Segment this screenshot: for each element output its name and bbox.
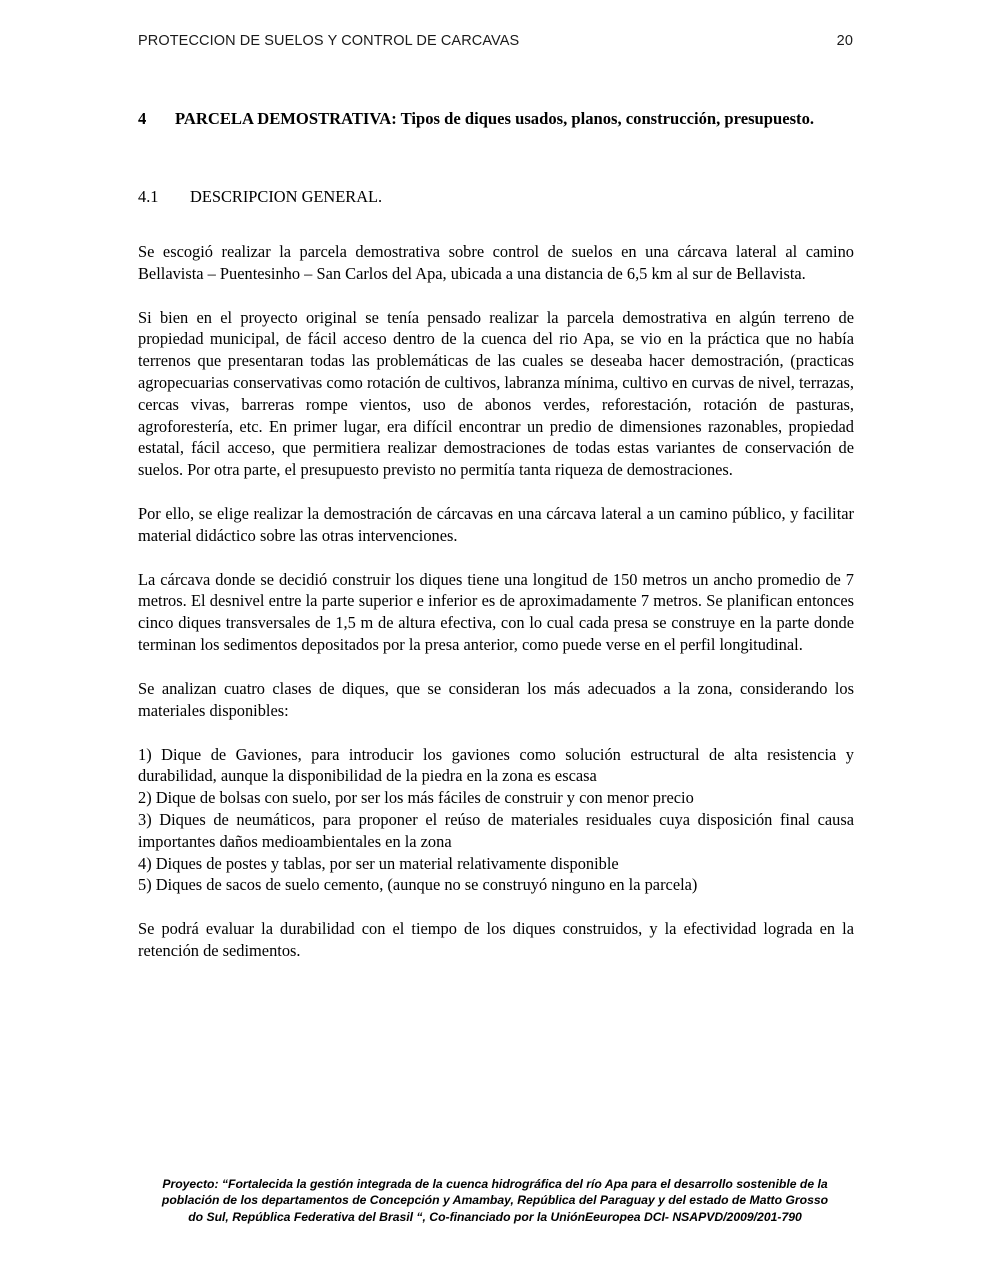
paragraph-6: Se podrá evaluar la durabilidad con el tiempo de los diques construidos, y la efectividad lograda en la retención de sedimentos.	[138, 919, 854, 960]
header-document-title: PROTECCION DE SUELOS Y CONTROL DE CARCAVAS	[138, 33, 520, 49]
footer-line-2: población de los departamentos de Concepción y Amambay, República del Paraguay y del estado de Matto Grosso	[161, 1193, 829, 1208]
section-heading-number: 4	[138, 109, 147, 128]
paragraph-2: Si bien en el proyecto original se tenía pensado realizar la parcela demostrativa en algún terreno de propiedad municipal, de fácil acceso dentro de la cuenca del rio Apa, se vio en la práctica que no había terrenos que presentaran todas las problemáticas de las cuales se deseaba hacer demostración, (practicas agropecuarias conservativas como rotación de cultivos, labranza mínima, cultivo en curvas de nivel, terrazas, cercas vivas, barreras rompe vientos, uso de abonos verdes, reforestación, rotación de pasturas, agroforestería, etc. En primer lugar, era difícil encontrar un predio de dimensiones razonables, propiedad estatal, fácil acceso, que permitiera realizar demostraciones de todas estas variantes de conservación de suelos. Por otra parte, el presupuesto previsto no permitía tanta riqueza de demostraciones.	[138, 307, 854, 480]
subsection-heading-number: 4.1	[138, 187, 159, 207]
document-body	[138, 108, 854, 962]
page-footer	[115, 1176, 875, 1225]
paragraph-1: Se escogió realizar la parcela demostrativa sobre control de suelos en una cárcava lateral al camino Bellavista – Puentesinho – San Carlos del Apa, ubicada a una distancia de 6,5 km al sur de Bellavista.	[138, 241, 854, 283]
list-item: 4) Diques de postes y tablas, por ser un material relativamente disponible	[138, 853, 619, 873]
subsection-heading-4-1	[138, 186, 854, 208]
footer-line-1: Proyecto: “Fortalecida la gestión integrada de la cuenca hidrográfica del río Apa para el desarrollo sostenible de la	[162, 1177, 828, 1191]
subsection-heading-text: DESCRIPCION GENERAL.	[190, 187, 383, 207]
section-heading-4	[138, 108, 854, 130]
footer-line-3: do Sul, República Federativa del Brasil “, Co-financiado por la UniónEeuropea DCI- NSAPVD/2009/201-790	[188, 1209, 802, 1224]
list-item: 1) Dique de Gaviones, para introducir los gaviones como solución estructural de alta resistencia y durabilidad, aunque la disponibilidad de la piedra en la zona es escasa	[138, 744, 854, 786]
list-item: 3) Diques de neumáticos, para proponer el reúso de materiales residuales cuya disposición final causa importantes daños medioambientales en la zona	[138, 809, 854, 851]
paragraph-4: La cárcava donde se decidió construir los diques tiene una longitud de 150 metros un ancho promedio de 7 metros. El desnivel entre la parte superior e inferior es de aproximadamente 7 metros. Se planifican entonces cinco diques transversales de 1,5 m de altura efectiva, con lo cual cada presa se construye en la parte donde terminan los sedimentos depositados por la presa anterior, como puede verse en el perfil longitudinal.	[138, 569, 854, 655]
paragraph-3: Por ello, se elige realizar la demostración de cárcavas en una cárcava lateral a un camino público, y facilitar material didáctico sobre las otras intervenciones.	[138, 504, 854, 545]
header-page-number: 20	[836, 33, 853, 49]
dike-types-list	[138, 744, 854, 897]
list-item: 5) Diques de sacos de suelo cemento, (aunque no se construyó ninguno en la parcela)	[138, 875, 698, 895]
paragraph-5: Se analizan cuatro clases de diques, que se consideran los más adecuados a la zona, considerando los materiales disponibles:	[138, 678, 854, 720]
page-header	[138, 33, 853, 49]
section-heading-text: PARCELA DEMOSTRATIVA: Tipos de diques usados, planos, construcción, presupuesto.	[175, 109, 815, 128]
list-item: 2) Dique de bolsas con suelo, por ser los más fáciles de construir y con menor precio	[138, 788, 694, 808]
